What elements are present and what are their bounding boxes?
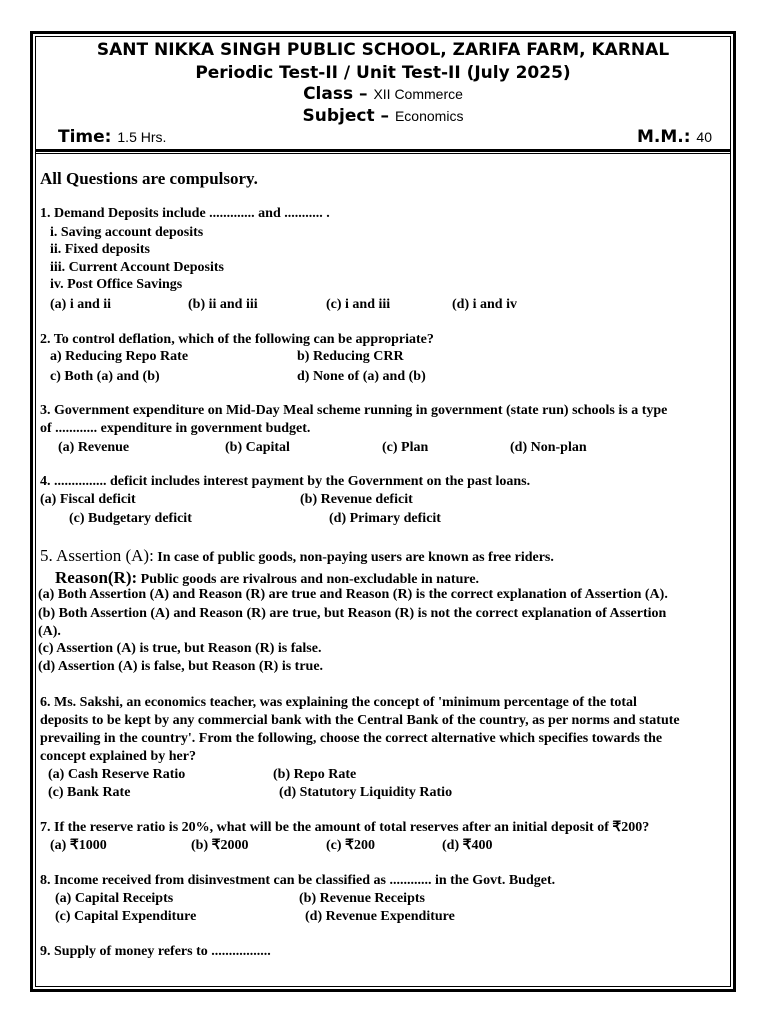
q1-option-d: (d) i and iv — [452, 297, 517, 312]
q4-option-a: (a) Fiscal deficit — [40, 492, 136, 507]
q4-option-d: (d) Primary deficit — [329, 511, 441, 526]
q5-option-b: (b) Both Assertion (A) and Reason (R) are true, but Reason (R) is not the correct explanation of Assertion — [38, 606, 667, 621]
school-name: SANT NIKKA SINGH PUBLIC SCHOOL, ZARIFA FARM, KARNAL — [96, 40, 670, 60]
q7-option-b: (b) ₹2000 — [191, 838, 249, 853]
q5-option-c: (c) Assertion (A) is true, but Reason (R) is false. — [38, 641, 322, 656]
question-6-line-2: deposits to be kept by any commercial bank with the Central Bank of the country, as per norms and statute — [40, 713, 680, 728]
instructions: All Questions are compulsory. — [40, 169, 258, 188]
time-value: 1.5 Hrs. — [117, 129, 167, 145]
question-5-assertion — [40, 547, 554, 567]
reason-label: Reason(R): — [55, 568, 138, 587]
question-3-line-2: of ............ expenditure in government budget. — [40, 421, 311, 436]
q5-option-d: (d) Assertion (A) is false, but Reason (R) is true. — [38, 659, 324, 674]
q1-option-a: (a) i and ii — [50, 297, 112, 312]
q5-option-b-cont: (A). — [38, 624, 61, 639]
q7-option-a: (a) ₹1000 — [50, 838, 107, 853]
q2-option-c: c) Both (a) and (b) — [50, 369, 160, 384]
q4-option-b: (b) Revenue deficit — [300, 492, 413, 507]
q8-option-d: (d) Revenue Expenditure — [305, 909, 455, 924]
header-divider-thin — [35, 153, 731, 154]
q8-option-b: (b) Revenue Receipts — [299, 891, 425, 906]
q8-option-c: (c) Capital Expenditure — [55, 909, 197, 924]
max-marks-line — [637, 127, 712, 147]
max-marks-label: M.M.: — [636, 127, 691, 147]
q8-option-a: (a) Capital Receipts — [55, 891, 174, 906]
q6-option-a: (a) Cash Reserve Ratio — [48, 767, 186, 782]
q2-option-d: d) None of (a) and (b) — [297, 369, 426, 384]
question-6-line-4: concept explained by her? — [40, 749, 196, 764]
q3-option-c: (c) Plan — [382, 440, 429, 455]
q6-option-b: (b) Repo Rate — [273, 767, 357, 782]
subject-line — [35, 106, 731, 126]
q5-option-a: (a) Both Assertion (A) and Reason (R) are true and Reason (R) is the correct explanation of Assertion (A). — [38, 587, 668, 602]
question-1: 1. Demand Deposits include ............. and ........... . — [40, 206, 330, 221]
reason-text: Public goods are rivalrous and non-excludable in nature. — [140, 572, 480, 587]
q1-option-b: (b) ii and iii — [188, 297, 258, 312]
subject-label: Subject – — [302, 106, 390, 126]
class-line — [35, 84, 731, 104]
question-6-line-1: 6. Ms. Sakshi, an economics teacher, was explaining the concept of 'minimum percentage of the total — [40, 695, 637, 710]
q3-option-b: (b) Capital — [225, 440, 290, 455]
q7-option-d: (d) ₹400 — [442, 838, 493, 853]
question-6-line-3: prevailing in the country'. From the following, choose the correct alternative which specifies towards the — [40, 731, 663, 746]
subject-value: Economics — [394, 108, 464, 124]
q3-option-a: (a) Revenue — [58, 440, 130, 455]
time-line — [58, 127, 166, 147]
q6-option-d: (d) Statutory Liquidity Ratio — [279, 785, 453, 800]
q2-option-b: b) Reducing CRR — [297, 349, 404, 364]
question-7: 7. If the reserve ratio is 20%, what will be the amount of total reserves after an initial deposit of ₹200? — [40, 820, 650, 835]
q1-statement-3: iii. Current Account Deposits — [50, 260, 224, 275]
assertion-text: In case of public goods, non-paying users are known as free riders. — [157, 550, 554, 565]
class-value: XII Commerce — [373, 86, 463, 102]
question-9: 9. Supply of money refers to ................. — [40, 944, 271, 959]
time-label: Time: — [58, 127, 112, 147]
header-divider — [35, 149, 731, 152]
q2-option-a: a) Reducing Repo Rate — [50, 349, 189, 364]
q6-option-c: (c) Bank Rate — [48, 785, 131, 800]
question-2: 2. To control deflation, which of the following can be appropriate? — [40, 332, 434, 347]
q7-option-c: (c) ₹200 — [326, 838, 375, 853]
class-label: Class – — [303, 84, 368, 104]
q3-option-d: (d) Non-plan — [510, 440, 587, 455]
q1-option-c: (c) i and iii — [326, 297, 391, 312]
question-8: 8. Income received from disinvestment can be classified as ............ in the Govt. Budget. — [40, 873, 556, 888]
assertion-label: 5. Assertion (A): — [40, 546, 154, 565]
max-marks-value: 40 — [696, 129, 712, 145]
q1-statement-2: ii. Fixed deposits — [50, 242, 150, 257]
question-4: 4. ............... deficit includes interest payment by the Government on the past loans. — [40, 474, 531, 489]
q1-statement-1: i. Saving account deposits — [50, 225, 204, 240]
q4-option-c: (c) Budgetary deficit — [69, 511, 192, 526]
question-3-line-1: 3. Government expenditure on Mid-Day Meal scheme running in government (state run) schools is a type — [40, 403, 668, 418]
test-title: Periodic Test-II / Unit Test-II (July 2025) — [195, 63, 571, 83]
q1-statement-4: iv. Post Office Savings — [50, 277, 183, 292]
